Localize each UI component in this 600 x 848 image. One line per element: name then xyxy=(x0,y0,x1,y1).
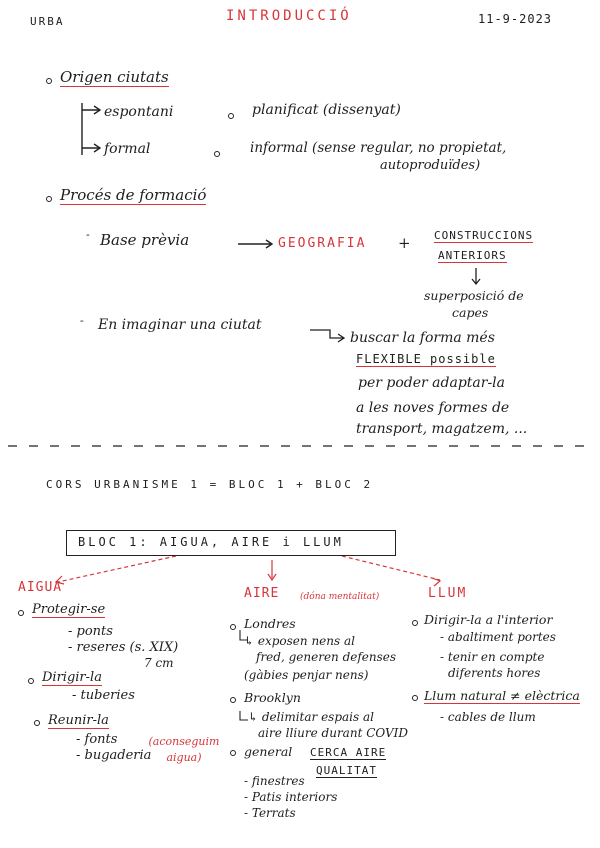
dash-mark: - xyxy=(80,314,84,327)
aire-note: (dóna mentalitat) xyxy=(300,592,380,602)
bullet-dot xyxy=(412,695,418,701)
origen-right-2: informal (sense regular, no propietat, xyxy=(250,140,507,156)
anteriors: ANTERIORS xyxy=(438,249,507,262)
bullet-dot xyxy=(230,624,236,630)
bullet-dot xyxy=(228,113,234,119)
llum-sub: - tenir en compte xyxy=(440,650,545,664)
aire-line: - Terrats xyxy=(244,806,296,820)
superposicio: superposició de xyxy=(424,288,524,303)
aire-line: - Patis interiors xyxy=(244,790,338,804)
result-line-1: buscar la forma més xyxy=(350,330,495,346)
arrow-geografia xyxy=(238,240,272,248)
result-line-3: per poder adaptar-la xyxy=(358,375,506,391)
aire-line: ↳ delimitar espais al xyxy=(248,710,374,724)
aire-line: ↳ exposen nens al xyxy=(244,634,355,648)
branch-arrowheads xyxy=(94,106,100,152)
aigua-sub: 7 cm xyxy=(144,656,174,670)
result-line-4: a les noves formes de xyxy=(356,400,510,416)
aire-title: AIRE xyxy=(244,586,280,601)
capes: capes xyxy=(452,305,489,320)
aigua-sub: - reseres (s. XIX) xyxy=(68,640,179,655)
imaginar: En imaginar una ciutat xyxy=(98,317,262,333)
aire-tag-2: QUALITAT xyxy=(316,764,377,777)
bullet-dot xyxy=(412,620,418,626)
aigua-item-2: Dirigir-la xyxy=(42,670,102,685)
bullet-dot xyxy=(214,151,220,157)
arrow-result xyxy=(310,330,344,342)
heading-origen: Origen ciutats xyxy=(60,68,169,86)
origen-right-2b: autoproduïdes) xyxy=(380,158,481,173)
aire-line: - finestres xyxy=(244,774,305,788)
llum-item-2: Llum natural ≠ elèctrica xyxy=(424,688,580,703)
aigua-title: AIGUA xyxy=(18,580,63,595)
dash-mark: - xyxy=(86,228,90,241)
aire-item-3: general xyxy=(244,744,293,759)
bullet-dot xyxy=(34,720,40,726)
aire-tag: CERCA AIRE xyxy=(310,746,387,759)
aigua-sub: - fonts xyxy=(76,732,118,747)
page-title: INTRODUCCIÓ xyxy=(226,8,352,24)
arrow-superposicio xyxy=(472,268,480,284)
aigua-note: (aconseguim aigua) xyxy=(148,735,220,764)
arrow-aire xyxy=(268,560,276,580)
aigua-sub: - tuberies xyxy=(72,688,135,703)
bloc-label: BLOC 1: AIGUA, AIRE i LLUM xyxy=(78,535,344,549)
aigua-item-1: Protegir-se xyxy=(32,602,106,617)
page-date: 11-9-2023 xyxy=(478,12,553,26)
llum-sub: - abaltiment portes xyxy=(440,630,556,644)
bullet-dot xyxy=(230,750,236,756)
aigua-sub: - ponts xyxy=(68,624,113,639)
llum-title: LLUM xyxy=(428,586,468,601)
branch-lines xyxy=(82,103,100,155)
heading-proces: Procés de formació xyxy=(60,186,207,204)
result-line-2: FLEXIBLE possible xyxy=(356,352,496,366)
bullet-dot xyxy=(230,697,236,703)
course-line: CORS URBANISME 1 = BLOC 1 + BLOC 2 xyxy=(46,478,374,491)
llum-sub: - cables de llum xyxy=(440,710,536,724)
plus-sign: + xyxy=(398,234,411,252)
aire-item-1: Londres xyxy=(244,616,296,631)
base-previa: Base prèvia xyxy=(100,231,190,249)
bullet-dot xyxy=(28,678,34,684)
geografia: GEOGRAFIA xyxy=(278,236,367,251)
arrow-aigua xyxy=(58,556,176,582)
aigua-sub: - bugaderia xyxy=(76,748,152,763)
bullet-dot xyxy=(46,196,52,202)
aigua-item-3: Reunir-la xyxy=(48,713,109,728)
bullet-dot xyxy=(46,78,52,84)
subject-label: URBA xyxy=(30,15,65,28)
arrow-llum xyxy=(342,556,440,580)
origen-left-1: espontani xyxy=(104,104,174,120)
bullet-dot xyxy=(18,610,24,616)
llum-sub: diferents hores xyxy=(448,666,541,680)
origen-right-1: planificat (dissenyat) xyxy=(252,102,401,118)
aire-line: aire lliure durant COVID xyxy=(258,726,409,740)
aire-line: (gàbies penjar nens) xyxy=(244,668,369,682)
llum-item-1: Dirigir-la a l'interior xyxy=(424,612,553,627)
result-line-5: transport, magatzem, ... xyxy=(356,421,528,437)
construccions: CONSTRUCCIONS xyxy=(434,229,534,242)
aire-line: fred, generen defenses xyxy=(256,650,397,664)
aire-item-2: Brooklyn xyxy=(244,690,301,705)
origen-left-2: formal xyxy=(104,141,151,157)
